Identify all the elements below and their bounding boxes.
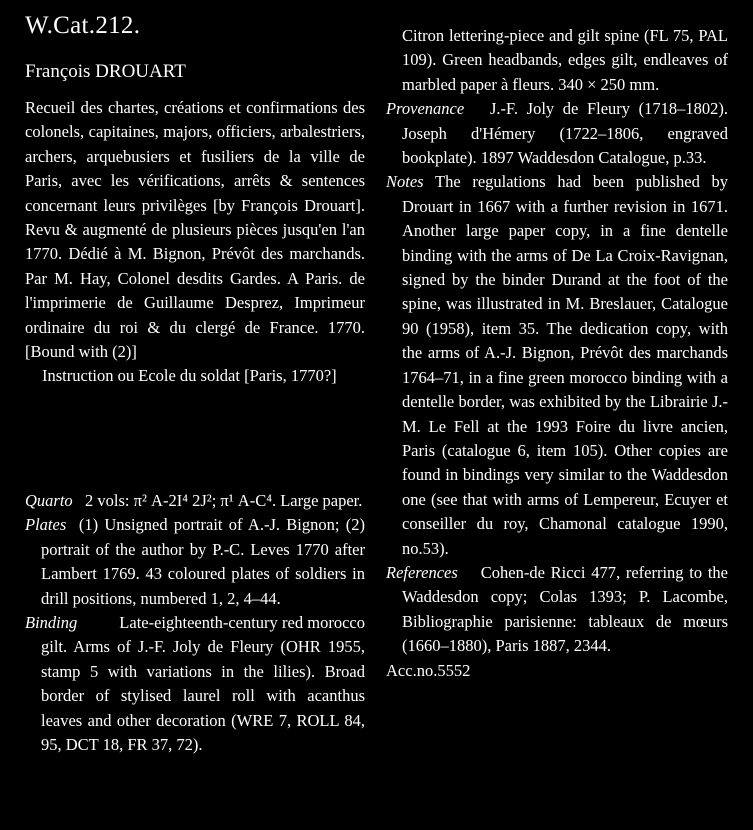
catalogue-number: W.Cat.212.: [25, 12, 141, 39]
right-column: [386, 24, 728, 683]
second-title: Instruction ou Ecole du soldat [Paris, 1770?]: [42, 366, 337, 386]
quarto-field: [25, 489, 365, 757]
accession-number: Acc.no.5552: [386, 660, 471, 680]
author-name: François DROUART: [25, 61, 186, 82]
provenance-label: Provenance: [386, 99, 465, 119]
quarto-label: Quarto: [25, 491, 73, 510]
provenance-text: J.-F. Joly de Fleury (1718–1802). Joseph d'Hémery (1722–1806, engraved bookplate). 1897 Waddesdon Catalogue, p.33.: [402, 99, 728, 168]
title-entry: [25, 96, 365, 389]
quarto-text: 2 vols: π² A-2I⁴ 2J²; π¹ A-C⁴. Large paper.: [85, 491, 363, 510]
plates-text: (1) Unsigned portrait of A.-J. Bignon; (2) portrait of the author by P.-C. Leves 1770 after Lambert 1769. 43 coloured plates of soldiers in drill positions, numbered 1, 2, 4–44.: [41, 515, 365, 608]
plates-label: Plates: [25, 515, 67, 535]
main-title: Recueil des chartes, créations et confirmations des colonels, capitaines, majors, officiers, arbalestriers, archers, arquebusiers et fusiliers de la ville de Paris, avec les vérifications, arrêts & sentences concernant leurs privilèges [by François Drouart]. Revu & augmenté de plusieurs pièces jusqu'en l'an 1770. Dédié à M. Bignon, Prévôt des marchands. Par M. Hay, Colonel desdits Gardes. A Paris. de l'imprimerie de Guillaume Desprez, Imprimeur ordinaire du roi & du clergé de France. 1770. [Bound with (2)]: [25, 98, 365, 362]
binding-continued: Citron lettering-piece and gilt spine (FL 75, PAL 109). Green headbands, edges gilt, endleaves of marbled paper à fleurs. 340 × 250 mm.: [402, 26, 728, 94]
references-text: Cohen-de Ricci 477, referring to the Waddesdon copy; Colas 1393; P. Lacombe, Bibliographie parisienne: tableaux de mœurs (1660–1880), Paris 1887, 2344.: [402, 562, 729, 656]
binding-label: Binding: [25, 613, 78, 633]
notes-text: The regulations had been published by Drouart in 1667 with a further revision in 1671. Another large paper copy, in a fine dentelle binding with the arms of De La Croix-Ravignan, signed by the binder Durand at the foot of the spine, was illustrated in M. Breslauer, Catalogue 90 (1958), item 35. The dedication copy, with the arms of A.-J. Bignon, Prévôt des marchands 1764–71, in a fine green morocco binding with a dentelle border, was exhibited by the Librairie J.-M. Le Fell at the 1993 Foire du livre ancien, Paris (catalogue 6, item 105). Other copies are found in bindings very similar to the Waddesdon one (see that with arms of Lempereur, Ecuyer et conseiller du roy, Chamonal catalogue 1990, no.53).: [402, 172, 728, 558]
notes-label: Notes: [386, 172, 424, 192]
references-label: References: [386, 562, 458, 582]
binding-text: Late-eighteenth-century red morocco gilt. Arms of J.-F. Joly de Fleury (OHR 1955, stamp 5 with variations in the lilies). Broad border of stylised laurel roll with acanthus leaves and other decoration (WRE 7, ROLL 84, 95, DCT 18, FR 37, 72).: [41, 613, 365, 755]
